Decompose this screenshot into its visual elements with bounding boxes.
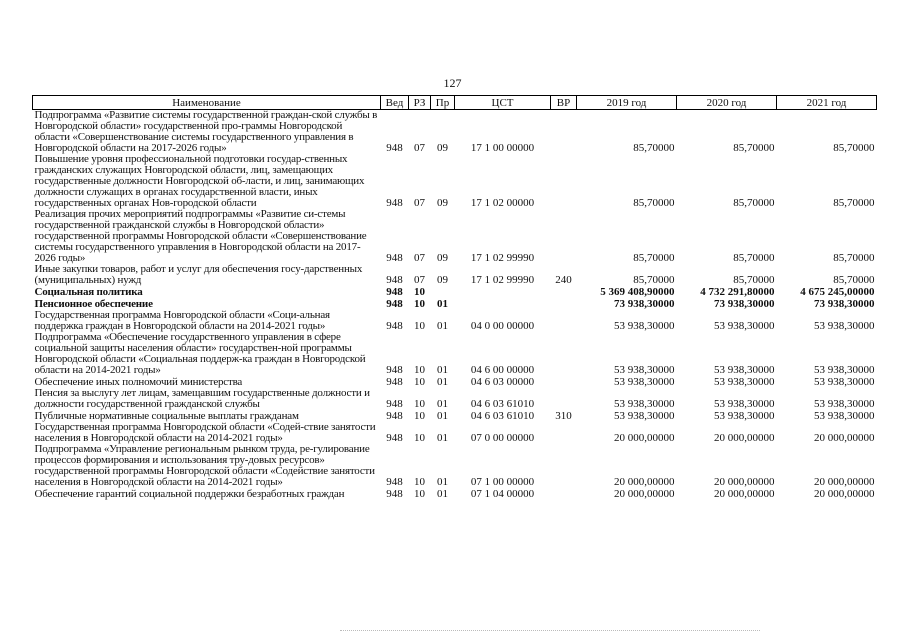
row-name: Пенсия за выслугу лет лицам, замещавшим государственные должности и должности государственной гражданской службы — [34, 387, 370, 410]
row-name: Обеспечение гарантий социальной поддержки безработных граждан — [34, 488, 345, 500]
header-pr: Пр — [431, 96, 455, 110]
row-rz: 07 — [414, 197, 425, 209]
row-rz: 10 — [414, 432, 425, 444]
row-vr — [551, 332, 577, 376]
row-2021: 85,70000 — [833, 142, 875, 154]
row-2019: 5 369 408,90000 — [600, 286, 675, 298]
row-vr — [551, 388, 577, 410]
budget-table — [32, 95, 877, 500]
row-pr: 01 — [437, 364, 448, 376]
row-rz: 10 — [414, 364, 425, 376]
row-pr: 01 — [437, 432, 448, 444]
row-pr: 09 — [437, 197, 448, 209]
row-pr: 01 — [437, 488, 448, 500]
table-row — [33, 422, 877, 444]
row-ved: 948 — [386, 142, 403, 154]
row-2020: 85,70000 — [733, 252, 775, 264]
row-name: Публичные нормативные социальные выплаты гражданам — [34, 410, 299, 422]
row-vr: 310 — [555, 410, 572, 422]
header-rz: РЗ — [409, 96, 431, 110]
row-2019: 53 938,30000 — [614, 410, 675, 422]
row-rz: 10 — [414, 476, 425, 488]
row-2021: 85,70000 — [833, 252, 875, 264]
row-cst: 07 1 04 00000 — [470, 488, 535, 500]
row-vr — [551, 298, 577, 310]
table-header-row — [33, 96, 877, 110]
row-2021: 53 938,30000 — [814, 376, 875, 388]
header-ved: Вед — [381, 96, 409, 110]
row-ved: 948 — [386, 320, 403, 332]
row-2020: 53 938,30000 — [714, 364, 775, 376]
row-2019: 20 000,00000 — [614, 488, 675, 500]
row-2020: 85,70000 — [733, 197, 775, 209]
header-vr: ВР — [551, 96, 577, 110]
header-cst: ЦСТ — [455, 96, 551, 110]
row-ved: 948 — [386, 488, 403, 500]
row-2020: 73 938,30000 — [714, 298, 775, 310]
row-name: Государственная программа Новгородской области «Содей-ствие занятости населения в Новгородской области на 2014-2021 годы» — [34, 421, 376, 444]
row-2020: 85,70000 — [733, 274, 775, 286]
row-cst — [455, 298, 551, 310]
row-cst: 17 1 02 99990 — [470, 252, 535, 264]
row-2019: 85,70000 — [633, 142, 675, 154]
row-pr: 01 — [437, 410, 448, 422]
row-rz: 10 — [414, 398, 425, 410]
row-name: Пенсионное обеспечение — [34, 298, 153, 310]
header-2021: 2021 год — [777, 96, 877, 110]
row-2019: 20 000,00000 — [614, 432, 675, 444]
row-rz: 10 — [414, 320, 425, 332]
row-vr — [551, 444, 577, 488]
row-vr — [551, 209, 577, 264]
row-2020: 20 000,00000 — [714, 476, 775, 488]
row-2020: 20 000,00000 — [714, 432, 775, 444]
row-cst: 04 6 00 00000 — [470, 364, 535, 376]
page-bottom-artifact — [340, 630, 760, 634]
row-2021: 53 938,30000 — [814, 410, 875, 422]
table-row — [33, 286, 877, 298]
row-ved: 948 — [386, 252, 403, 264]
row-2021: 53 938,30000 — [814, 320, 875, 332]
row-rz: 07 — [414, 252, 425, 264]
row-ved: 948 — [386, 286, 403, 298]
row-rz: 10 — [414, 488, 425, 500]
row-cst — [455, 286, 551, 298]
row-rz: 10 — [414, 376, 425, 388]
row-name: Повышение уровня профессиональной подготовки государ-ственных гражданских служащих Новгородской области, лиц, замещающих государственные должности Новгородской об-ласти, и лиц, занимающих должности служащих в органах государственной власти, иных государственных органах Нов-городской области — [34, 153, 365, 209]
row-pr — [431, 286, 455, 298]
row-2021: 4 675 245,00000 — [800, 286, 875, 298]
row-2019: 53 938,30000 — [614, 398, 675, 410]
row-ved: 948 — [386, 476, 403, 488]
row-2020: 85,70000 — [733, 142, 775, 154]
row-pr: 09 — [437, 142, 448, 154]
row-2021: 85,70000 — [833, 197, 875, 209]
row-cst: 17 1 02 00000 — [470, 197, 535, 209]
row-vr — [551, 286, 577, 298]
row-rz: 10 — [414, 410, 425, 422]
row-2019: 85,70000 — [633, 274, 675, 286]
row-vr — [551, 110, 577, 155]
row-vr — [551, 310, 577, 332]
row-vr — [551, 422, 577, 444]
row-2020: 20 000,00000 — [714, 488, 775, 500]
row-cst: 04 0 00 00000 — [470, 320, 535, 332]
row-2020: 53 938,30000 — [714, 320, 775, 332]
table-row — [33, 209, 877, 264]
row-pr: 01 — [437, 476, 448, 488]
table-row — [33, 310, 877, 332]
row-cst: 04 6 03 61010 — [470, 410, 535, 422]
row-cst: 04 6 03 00000 — [470, 376, 535, 388]
row-cst: 17 1 02 99990 — [470, 274, 535, 286]
row-pr: 09 — [437, 274, 448, 286]
row-ved: 948 — [386, 398, 403, 410]
row-name: Подпрограмма «Развитие системы государственной граждан-ской службы в Новгородской области» государственной про-граммы Новгородской области «Совершенствование системы государственного управления в Новгородской области на 2017-2026 годы» — [34, 109, 378, 154]
row-rz: 07 — [414, 274, 425, 286]
row-rz: 10 — [414, 286, 425, 298]
row-2021: 20 000,00000 — [814, 476, 875, 488]
row-vr — [551, 376, 577, 388]
row-ved: 948 — [386, 364, 403, 376]
row-2020: 53 938,30000 — [714, 410, 775, 422]
table-row — [33, 110, 877, 155]
row-2020: 53 938,30000 — [714, 398, 775, 410]
row-ved: 948 — [386, 298, 403, 310]
row-2021: 73 938,30000 — [814, 298, 875, 310]
table-row — [33, 264, 877, 286]
row-name: Подпрограмма «Обеспечение государственного управления в сфере социальной защиты населения области» государствен-ной программы Новгородской области «Социальная поддерж-ка граждан в Новгородской области на 2014-2021 годы» — [34, 331, 366, 376]
row-name: Обеспечение иных полномочий министерства — [34, 376, 243, 388]
page-number: 127 — [443, 76, 462, 90]
table-row — [33, 488, 877, 500]
row-2019: 85,70000 — [633, 197, 675, 209]
row-vr: 240 — [555, 274, 572, 286]
row-2019: 53 938,30000 — [614, 376, 675, 388]
row-ved: 948 — [386, 197, 403, 209]
row-name: Реализация прочих мероприятий подпрограммы «Развитие си-стемы государственной гражданской службы в Новгородской области» государственной программы Новгородской области «Совершенствование системы государственного управления в Новгородской области на 2017-2026 годы» — [34, 208, 367, 264]
row-rz: 07 — [414, 142, 425, 154]
row-2019: 73 938,30000 — [614, 298, 675, 310]
row-cst: 07 1 00 00000 — [470, 476, 535, 488]
row-cst: 04 6 03 61010 — [470, 398, 535, 410]
table-row — [33, 444, 877, 488]
row-vr — [551, 488, 577, 500]
header-name: Наименование — [33, 96, 381, 110]
row-cst: 17 1 00 00000 — [470, 142, 535, 154]
row-vr — [551, 154, 577, 209]
row-name: Подпрограмма «Управление региональным рынком труда, ре-гулирование процессов формирования и использования тру-довых ресурсов» государственной программы Новгородской области «Содействие занятости населения в Новгородской области на 2014-2021 годы» — [34, 443, 375, 488]
header-2019: 2019 год — [577, 96, 677, 110]
table-row — [33, 388, 877, 410]
row-2019: 85,70000 — [633, 252, 675, 264]
row-ved: 948 — [386, 376, 403, 388]
row-2021: 20 000,00000 — [814, 488, 875, 500]
row-2021: 53 938,30000 — [814, 364, 875, 376]
row-pr: 01 — [437, 320, 448, 332]
row-2021: 20 000,00000 — [814, 432, 875, 444]
row-pr: 01 — [437, 398, 448, 410]
table-row — [33, 154, 877, 209]
row-name: Государственная программа Новгородской области «Соци-альная поддержка граждан в Новгородской области на 2014-2021 годы» — [34, 309, 330, 332]
row-2019: 53 938,30000 — [614, 320, 675, 332]
row-pr: 01 — [437, 298, 448, 310]
row-2019: 20 000,00000 — [614, 476, 675, 488]
row-2021: 85,70000 — [833, 274, 875, 286]
row-ved: 948 — [386, 432, 403, 444]
table-row — [33, 332, 877, 376]
row-2020: 4 732 291,80000 — [700, 286, 775, 298]
row-pr: 01 — [437, 376, 448, 388]
row-cst: 07 0 00 00000 — [470, 432, 535, 444]
row-2020: 53 938,30000 — [714, 376, 775, 388]
row-ved: 948 — [386, 274, 403, 286]
header-2020: 2020 год — [677, 96, 777, 110]
row-name: Социальная политика — [34, 286, 143, 298]
row-rz: 10 — [414, 298, 425, 310]
row-name: Иные закупки товаров, работ и услуг для обеспечения госу-дарственных (муниципальных) нужд — [34, 263, 363, 286]
row-2019: 53 938,30000 — [614, 364, 675, 376]
row-ved: 948 — [386, 410, 403, 422]
row-2021: 53 938,30000 — [814, 398, 875, 410]
row-pr: 09 — [437, 252, 448, 264]
